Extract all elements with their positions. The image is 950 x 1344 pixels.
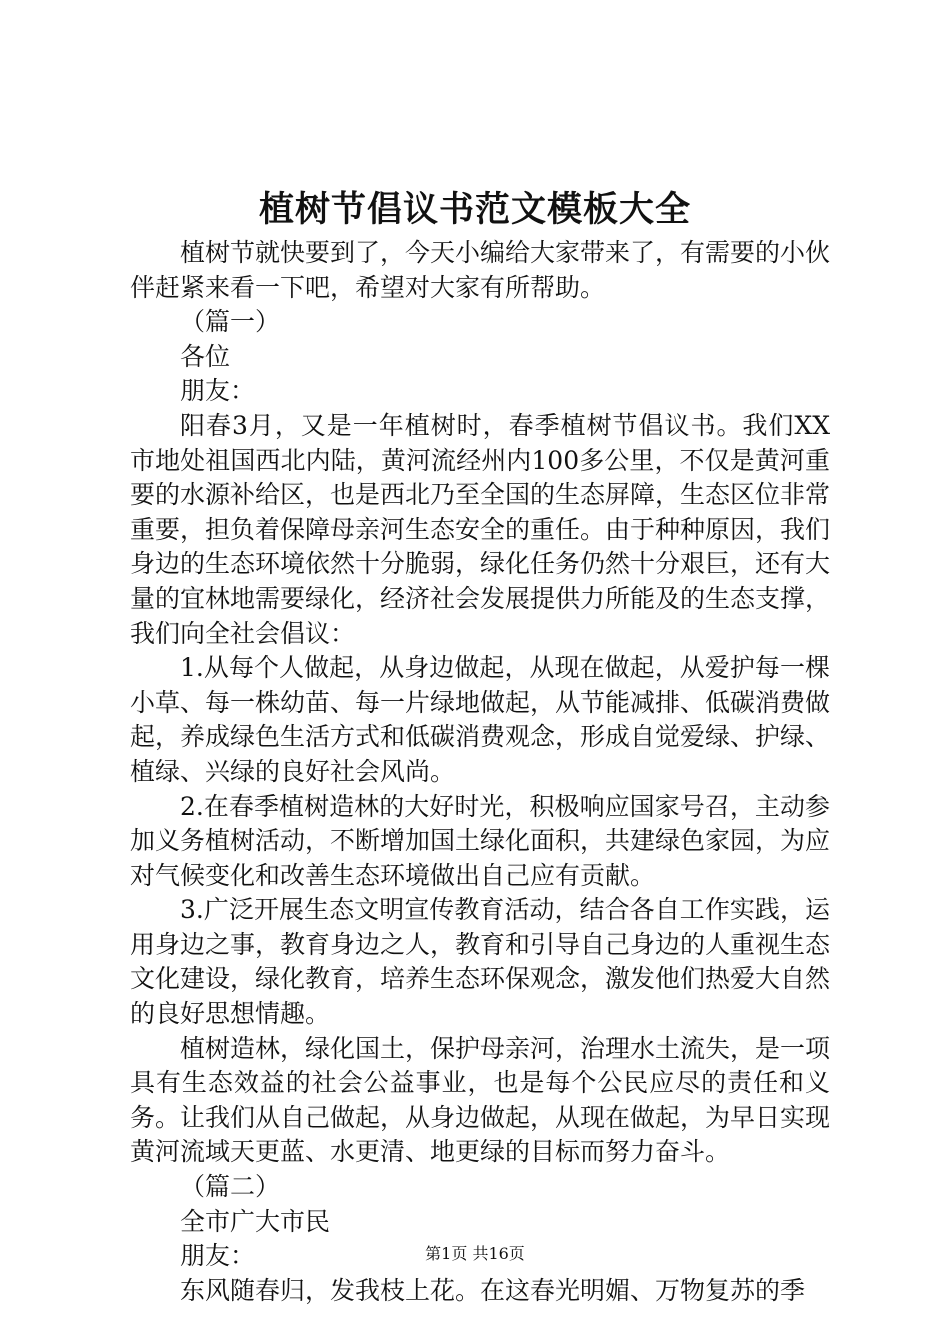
paragraph-item-1: 1.从每个人做起，从身边做起，从现在做起，从爱护每一棵小草、每一株幼苗、每一片绿地做起，从节能减排、低碳消费做起，养成绿色生活方式和低碳消费观念，形成自觉爱绿、护绿、植绿、兴绿的良好社会风尚。 [130, 653, 831, 786]
paragraph-item-3: 3.广泛开展生态文明宣传教育活动，结合各自工作实践，运用身边之事，教育身边之人，教育和引导自己身边的人重视生态文化建设，绿化教育，培养生态环保观念，激发他们热爱大自然的良好思想情趣。 [130, 895, 831, 1029]
paragraph-body-2: 东风随春归，发我枝上花。在这春光明媚、万物复苏的季 [180, 1275, 806, 1305]
page-number-footer: 第1页 共16页 [425, 1244, 525, 1263]
document-body [130, 236, 830, 1308]
document-title: 植树节倡议书范文模板大全 [258, 189, 691, 230]
section-heading-1: （篇一） [180, 307, 281, 337]
salutation-line-2: 朋友： [180, 376, 256, 406]
salutation-line-1: 各位 [180, 341, 231, 371]
paragraph-item-2: 2.在春季植树造林的大好时光，积极响应国家号召，主动参加义务植树活动，不断增加国土绿化面积，共建绿色家园，为应对气候变化和改善生态环境做出自己应有贡献。 [130, 791, 831, 890]
paragraph-closing: 植树造林，绿化国土，保护母亲河，治理水土流失，是一项具有生态效益的社会公益事业，也是每个公民应尽的责任和义务。让我们从自己做起，从身边做起，从现在做起，为早日实现黄河流域天更蓝、水更清、地更绿的目标而努力奋斗。 [130, 1033, 831, 1167]
paragraph-body: 阳春3月，又是一年植树时，春季植树节倡议书。我们XX市地处祖国西北内陆，黄河流经州内100多公里，不仅是黄河重要的水源补给区，也是西北乃至全国的生态屏障，生态区位非常重要，担负着保障母亲河生态安全的重任。由于种种原因，我们身边的生态环境依然十分脆弱，绿化任务仍然十分艰巨，还有大量的宜林地需要绿化，经济社会发展提供力所能及的生态支撑，我们向全社会倡议： [130, 410, 831, 648]
salutation-line-3: 全市广大市民 [180, 1206, 331, 1236]
paragraph-intro: 植树节就快要到了，今天小编给大家带来了，有需要的小伙伴赶紧来看一下吧，希望对大家有所帮助。 [130, 238, 831, 302]
salutation-line-4: 朋友： [180, 1241, 256, 1271]
section-heading-2: （篇二） [180, 1172, 281, 1202]
